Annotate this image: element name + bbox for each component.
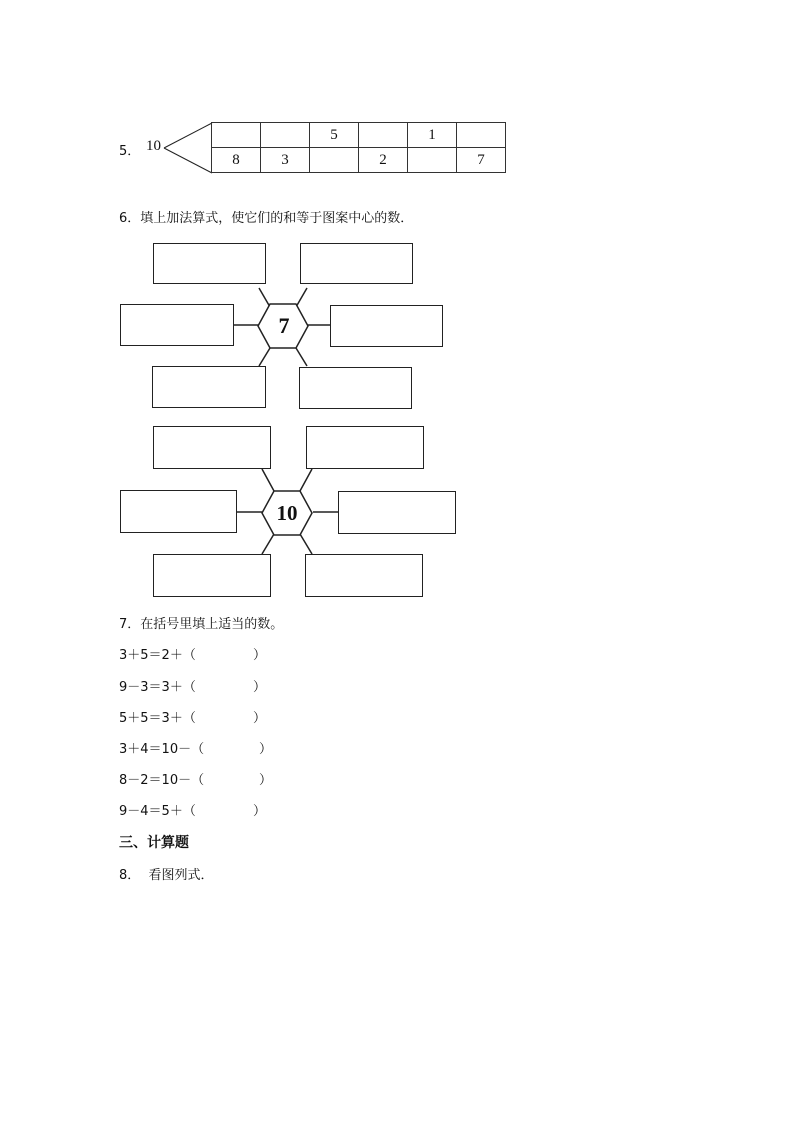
answer-box[interactable]: [153, 243, 266, 284]
equation-right: ）: [259, 773, 273, 788]
answer-box[interactable]: [120, 490, 237, 533]
answer-box[interactable]: [330, 305, 443, 347]
equation-left: 5＋5＝3＋（: [119, 711, 196, 726]
equation-right: ）: [253, 648, 267, 663]
question-6-prompt: 6．填上加法算式，使它们的和等于图案中心的数．: [119, 211, 414, 226]
question-5-total: 10: [146, 138, 161, 154]
grid-cell[interactable]: 8: [212, 148, 261, 173]
answer-box[interactable]: [153, 426, 271, 469]
answer-box[interactable]: [152, 366, 266, 408]
equation-left: 9－3＝3＋（: [119, 680, 196, 695]
answer-box[interactable]: [338, 491, 456, 534]
answer-box[interactable]: [153, 554, 271, 597]
equation-right: ）: [253, 804, 267, 819]
grid-cell[interactable]: 2: [359, 148, 408, 173]
equation-right: ）: [253, 680, 267, 695]
grid-cell[interactable]: 7: [457, 148, 506, 173]
question-8-prompt: 8． 看图列式．: [119, 868, 214, 883]
equation-left: 3＋4＝10－（: [119, 742, 205, 757]
hub-2-value: 10: [276, 501, 298, 525]
equation-left: 8－2＝10－（: [119, 773, 205, 788]
equation-right: ）: [253, 711, 267, 726]
equation-left: 9－4＝5＋（: [119, 804, 196, 819]
grid-cell[interactable]: 5: [310, 123, 359, 148]
answer-box[interactable]: [300, 243, 413, 284]
grid-cell[interactable]: 3: [261, 148, 310, 173]
question-7-prompt: 7．在括号里填上适当的数。: [119, 617, 284, 632]
question-5-number: 5．: [119, 144, 141, 159]
equation-left: 3＋5＝2＋（: [119, 648, 196, 663]
equation-right: ）: [259, 742, 273, 757]
answer-box[interactable]: [299, 367, 412, 409]
hub-1-value: 7: [278, 313, 290, 338]
answer-box[interactable]: [120, 304, 234, 346]
answer-box[interactable]: [306, 426, 424, 469]
grid-cell[interactable]: 1: [408, 123, 457, 148]
section-heading: 三、计算题: [119, 835, 189, 851]
answer-box[interactable]: [305, 554, 423, 597]
